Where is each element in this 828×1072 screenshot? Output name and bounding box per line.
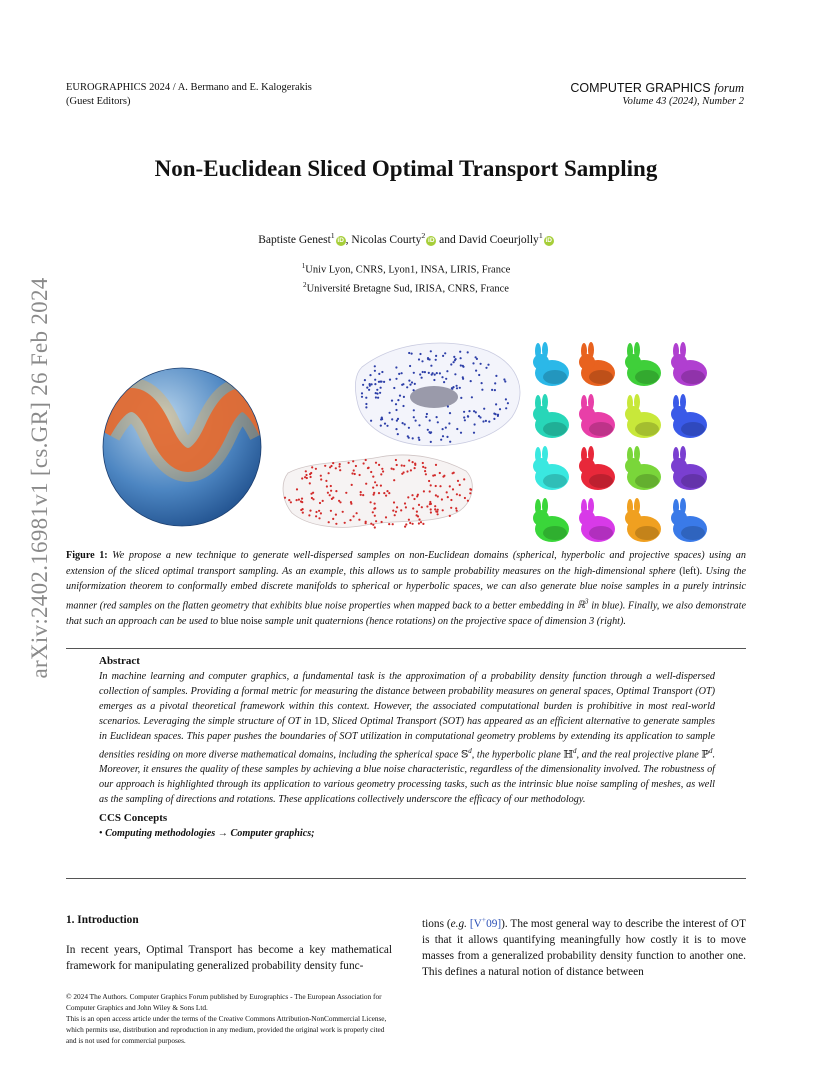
ccs-heading: CCS Concepts bbox=[99, 812, 168, 825]
bunny-render bbox=[625, 498, 661, 542]
bunny-render bbox=[671, 394, 707, 438]
conference-header bbox=[66, 81, 312, 109]
abstract-text: In machine learning and computer graphics, a fundamental task is the approximation of a probability density function through a well-dispersed collection of samples. Providing a formal metric for measuring the distance between probability measures on general spaces, Optimal Transport (OT) emerges as a pivotal theoretical framework within this context. However, the associated computational burden is prohibitive in most real-world scenarios. Leveraging the simple structure of OT in 1D, Sliced Optimal Transport (SOT) has appeared as an efficient alternative to generate samples in Euclidean spaces. This paper pushes the boundaries of SOT utilization in computational geometry problems by extending its application to sample densities residing on more diverse mathematical domains, including the spherical space 𝕊$^d$, the hyperbolic plane ℍ$^d$, and the real projective plane ℙ$^d$. Moreover, it ensures the quality of these samples by achieving a blue noise characteristic, regardless of the dimensionality involved. The robustness of our approach is highlighted through its application to various geometry processing tasks, such as the intrinsic blue noise sampling of meshes, as well as the sampling of directions and rotations. These applications collectively underscore the efficacy of our methodology. bbox=[99, 671, 715, 806]
affiliation-line: $^2$Université Bretagne Sud, IRISA, CNRS, France bbox=[303, 280, 509, 294]
author-name: Nicolas Courty bbox=[351, 233, 422, 246]
arxiv-side-stamp: arXiv:2402.16981v1 [cs.GR] 26 Feb 2024 bbox=[27, 277, 52, 679]
bunny-render bbox=[625, 342, 661, 386]
teaser-figure bbox=[100, 335, 740, 545]
orcid-icon[interactable]: iD bbox=[337, 236, 344, 244]
figure-caption: Figure 1: We propose a new technique to generate well-dispersed samples on non-Euclidean domains (spherical, hyperbolic and projective spaces) using an extension of the sliced optimal transport sampling. As an example, this allows us to sample probability measures on the high-dimensional sphere (left). Using the uniformization theorem to conformally embed discrete manifolds to spherical or hyperbolic spaces, we can also generate blue noise samples in a purely intrinsic manner (red samples on the flatten geometry that exhibits blue noise properties when mapped back to a better embedding in ℝ$^3$ in blue). Finally, we also demonstrate that such an approach can be used to blue noise sample unit quaternions (hence rotations) on the projective space of dimension 3 (right). bbox=[66, 550, 747, 627]
bunny-render bbox=[579, 446, 615, 490]
affiliation-line: $^1$Univ Lyon, CNRS, Lyon1, INSA, LIRIS, France bbox=[301, 262, 511, 276]
bunny-render bbox=[533, 342, 569, 386]
orcid-icon[interactable]: iD bbox=[428, 236, 435, 244]
bunny-render bbox=[671, 498, 707, 542]
bunny-render bbox=[579, 342, 615, 386]
bunny-render bbox=[625, 394, 661, 438]
journal-header bbox=[570, 81, 744, 109]
bunny-grid-illustration bbox=[533, 342, 707, 542]
orcid-icon[interactable]: iD bbox=[545, 236, 552, 244]
bunny-render bbox=[579, 498, 615, 542]
ccs-item: • Computing methodologies → Computer graphics; bbox=[99, 828, 315, 840]
sphere-illustration bbox=[100, 368, 270, 526]
author-list: Baptiste Genest$^1$iD , Nicolas Courty$^2$iD and David Coeurjolly$^1$iD bbox=[258, 231, 552, 246]
left-column bbox=[66, 912, 392, 974]
copyright-notice: © 2024 The Authors. Computer Graphics Forum published by Eurographics - The European Association for Computer Graphics and John Wiley & Sons Ltd. This is an open access article under the terms of the Creative Commons Attribution-NonCommercial License, which permits use, distribution and reproduction in any medium, provided the original work is properly cited and is not used for commercial purposes. bbox=[66, 992, 387, 1045]
flat-mesh-illustration bbox=[283, 455, 472, 529]
bunny-render bbox=[671, 446, 707, 490]
author-name: Baptiste Genest bbox=[258, 233, 331, 246]
top-divider bbox=[66, 648, 746, 649]
conference-line: EUROGRAPHICS 2024 / A. Bermano and E. Kalogerakis bbox=[66, 82, 312, 93]
right-column: tions (e.g. [V+09]). The most general way to describe the interest of OT is that it allows quantifying meaningfully how costly it is to move masses from a generalized probability density function to another one. This defines a natural notion of distance between bbox=[422, 915, 746, 978]
affiliations bbox=[0, 259, 812, 296]
section-heading: 1. Introduction bbox=[66, 914, 139, 926]
author-name: David Coeurjolly bbox=[458, 233, 539, 246]
journal-name: COMPUTER GRAPHICS forum bbox=[570, 81, 744, 95]
abstract-heading: Abstract bbox=[99, 655, 140, 667]
torus-mesh-illustration bbox=[355, 343, 520, 446]
bunny-render bbox=[533, 394, 569, 438]
editors-line: (Guest Editors) bbox=[66, 96, 131, 107]
paper-title: Non-Euclidean Sliced Optimal Transport Sampling bbox=[154, 156, 658, 181]
bottom-divider bbox=[66, 878, 746, 879]
bunny-render bbox=[533, 446, 569, 490]
abstract-block bbox=[99, 654, 715, 841]
bunny-render bbox=[533, 498, 569, 542]
citation-link[interactable]: [V+09] bbox=[469, 915, 502, 930]
bunny-render bbox=[579, 394, 615, 438]
bunny-render bbox=[671, 342, 707, 386]
volume-line: Volume 43 (2024), Number 2 bbox=[622, 96, 744, 107]
bunny-render bbox=[625, 446, 661, 490]
intro-paragraph: In recent years, Optimal Transport has become a key mathematical framework for manipulating generalized probability density func- bbox=[66, 944, 392, 972]
